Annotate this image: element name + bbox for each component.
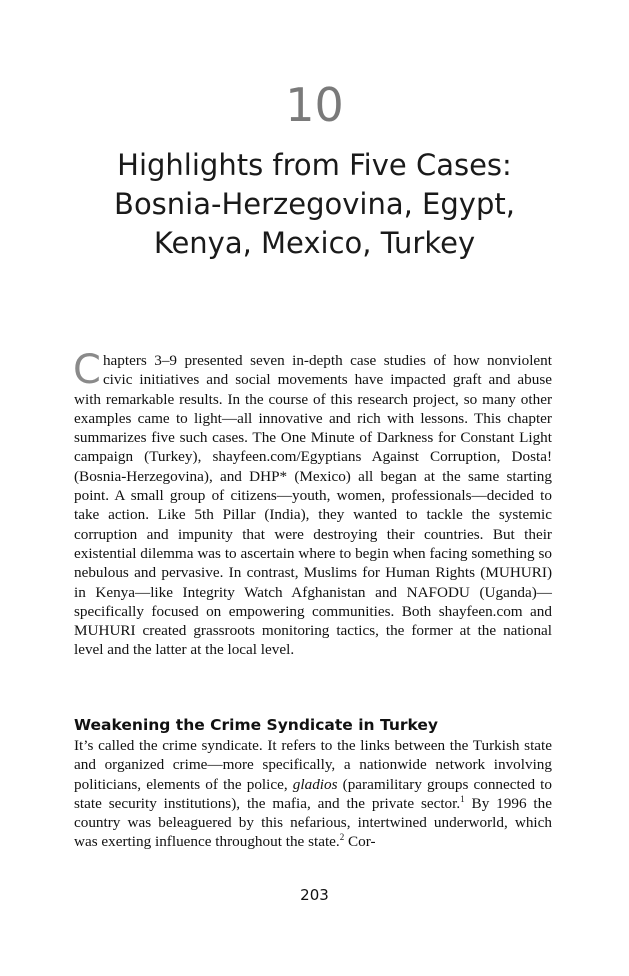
chapter-title-line: Bosnia-Herzegovina, Egypt, — [114, 187, 515, 221]
section-paragraph — [74, 736, 552, 852]
chapter-title — [30, 146, 599, 263]
section-text-italic: gladios — [292, 775, 338, 793]
section-text-c: By 1996 the country was beleaguered by this nefarious, intertwined underworld, which was exerting influence throughout the state. — [74, 794, 552, 851]
chapter-title-line: Highlights from Five Cases: — [117, 148, 512, 182]
drop-cap: C — [73, 347, 101, 393]
intro-text: hapters 3–9 presented seven in-depth case studies of how nonviolent civic initiatives and social movements have impacted graft and abuse with remarkable results. In the course of this research project, so many other examples came to light—all innovative and rich with lessons. This chapter summarizes five such cases. The One Minute of Darkness for Constant Light campaign (Turkey), shayfeen.com/Egyptians Against Corruption, Dosta! (Bosnia-Herzegovina), and DHP* (Mexico) all began at the same starting point. A small group of citizens—youth, women, professionals—decided to take action. Like 5th Pillar (India), they wanted to tackle the systemic corruption and impunity that were destroying their countries. But their existential dilemma was to ascertain where to begin when facing something so nebulous and pervasive. In contrast, Muslims for Human Rights (MUHURI) in Kenya—like Integrity Watch Afghanistan and NAFODU (Uganda)—specifically focused on empowering communities. Both shayfeen.com and MUHURI created grassroots monitoring tactics, the former at the national level and the latter at the local level. — [74, 352, 552, 659]
chapter-number: 10 — [285, 78, 344, 132]
page-number: 203 — [300, 886, 329, 904]
section-text-d: Cor- — [344, 833, 376, 851]
section-text-b: (paramilitary groups connected to state security institutions), the mafia, and the private sector. — [74, 775, 552, 812]
section-text-a: It’s called the crime syndicate. It refers to the links between the Turkish state and organized crime—more specifically, a nationwide network involving politicians, elements of the police, — [74, 737, 552, 793]
section-heading: Weakening the Crime Syndicate in Turkey — [74, 716, 439, 734]
chapter-title-line: Kenya, Mexico, Turkey — [153, 226, 476, 260]
footnote-ref-2[interactable]: 2 — [339, 832, 345, 843]
intro-paragraph — [73, 347, 552, 660]
footnote-ref-1[interactable]: 1 — [460, 793, 465, 804]
